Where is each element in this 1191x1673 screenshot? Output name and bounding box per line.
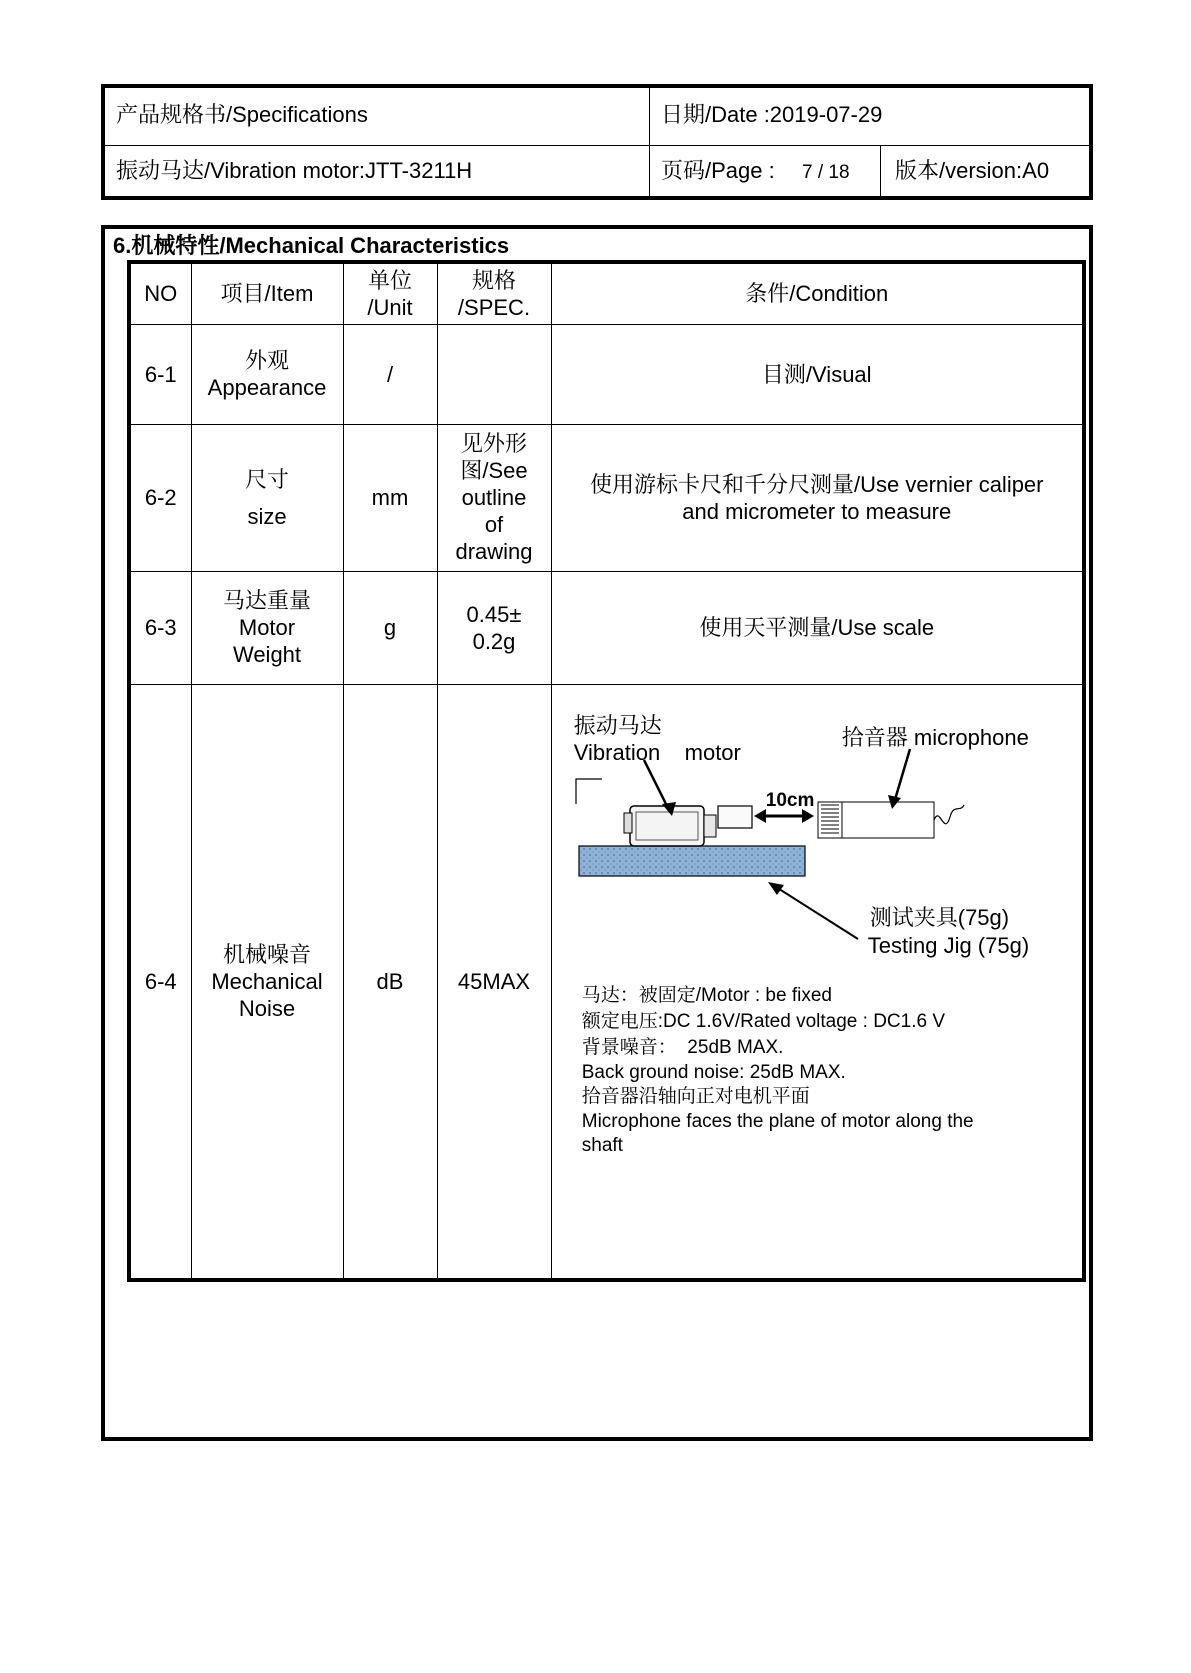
product-label: 振动马达/Vibration motor:JTT-3211H (116, 158, 473, 183)
row-condition: 使用天平测量/Use scale (551, 571, 1084, 684)
row-unit: mm (343, 424, 437, 571)
note-line: 背景噪音： 25dB MAX. (581, 1037, 784, 1059)
header-unit-en: /Unit (367, 294, 413, 320)
note-line: Back ground noise: 25dB MAX. (581, 1062, 846, 1084)
spec-line: 图/See (460, 458, 528, 483)
row-spec (437, 424, 551, 571)
item-en: Motor (238, 615, 296, 640)
row-condition (551, 424, 1084, 571)
microphone-label: 拾音器 microphone (841, 725, 1029, 751)
note-line: shaft (581, 1135, 623, 1157)
row-item (191, 324, 343, 424)
item-en: Noise (238, 995, 296, 1021)
distance-label: 10cm (765, 790, 815, 812)
table-row (129, 424, 1084, 571)
item-cn: 外观 (244, 348, 289, 373)
spec-line: 0.2g (472, 628, 516, 654)
row-no: 6-3 (129, 571, 191, 684)
spec-line: drawing (455, 539, 533, 564)
item-cn: 马达重量 (222, 588, 311, 613)
mechanical-characteristics-table (127, 260, 1086, 1282)
jig-label-cn: 测试夹具(75g) (869, 905, 1010, 931)
row-spec: 45MAX (437, 684, 551, 1280)
header-column-divider (649, 88, 650, 196)
table-row (129, 324, 1084, 424)
header-divider (105, 145, 1089, 146)
motor-label-en: Vibration motor (573, 740, 741, 766)
item-cn: 机械噪音 (222, 941, 311, 967)
spec-label: 产品规格书/Specifications (116, 102, 368, 127)
note-line: 额定电压:DC 1.6V/Rated voltage : DC1.6 V (581, 1011, 946, 1033)
spec-line: outline (461, 485, 527, 510)
section-title: 6.机械特性/Mechanical Characteristics (113, 233, 510, 258)
table-header-row (129, 262, 1084, 324)
item-en: size (247, 503, 287, 529)
row-unit: g (343, 571, 437, 684)
row-item (191, 424, 343, 571)
table-row (129, 571, 1084, 684)
item-en: Mechanical (211, 968, 323, 994)
header-unit-cn: 单位 (367, 267, 412, 293)
row-unit: dB (343, 684, 437, 1280)
row-no: 6-2 (129, 424, 191, 571)
note-line: 马达：被固定/Motor : be fixed (581, 985, 832, 1007)
item-cn: 尺寸 (244, 466, 289, 492)
content-frame (101, 225, 1093, 1441)
spec-line: of (484, 512, 504, 537)
item-en: Weight (232, 642, 302, 667)
row-spec (437, 571, 551, 684)
date-label: 日期/Date :2019-07-29 (661, 102, 883, 127)
condition-line: 使用游标卡尺和千分尺测量/Use vernier caliper (589, 471, 1044, 497)
row-item (191, 684, 343, 1280)
condition-line: and micrometer to measure (682, 498, 952, 524)
row-unit: / (343, 324, 437, 424)
header-condition: 条件/Condition (551, 262, 1084, 324)
header-item: 项目/Item (191, 262, 343, 324)
header-spec (437, 262, 551, 324)
page-number: 7 / 18 (802, 162, 850, 183)
item-en: Appearance (207, 375, 327, 400)
header-spec-en: /SPEC. (457, 294, 531, 320)
note-line: 拾音器沿轴向正对电机平面 (581, 1086, 810, 1108)
row-no: 6-4 (129, 684, 191, 1280)
spec-line: 0.45± (466, 601, 522, 627)
header-no: NO (129, 262, 191, 324)
row-item (191, 571, 343, 684)
row-no: 6-1 (129, 324, 191, 424)
page-label: 页码/Page : (661, 158, 775, 183)
header-column-divider-version (880, 145, 881, 196)
row-condition: 目测/Visual (551, 324, 1084, 424)
row-condition (551, 684, 1084, 1280)
table-row (129, 684, 1084, 1280)
spec-line: 见外形 (460, 431, 527, 456)
header-unit (343, 262, 437, 324)
note-line: Microphone faces the plane of motor along the (581, 1111, 974, 1133)
jig-label-en: Testing Jig (75g) (867, 933, 1030, 959)
header-spec-cn: 规格 (471, 267, 516, 293)
motor-label-cn: 振动马达 (573, 713, 662, 739)
document-header (101, 84, 1093, 200)
noise-test-diagram (552, 685, 1082, 1277)
row-spec (437, 324, 551, 424)
version-label: 版本/version:A0 (895, 158, 1050, 183)
